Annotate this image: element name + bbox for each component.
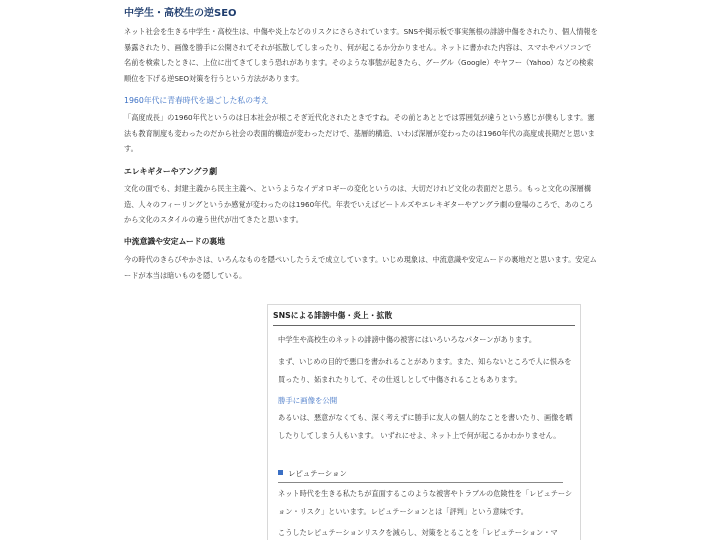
info-box-subheading-reputation — [278, 468, 563, 483]
info-box — [267, 304, 581, 540]
section3-paragraph: 今の時代のきらびやかさは、いろんなものを隠ぺいしたうえで成立しています。いじめ現象は、中流意識や安定ムードの裏地だと思います。安定ムードが本当は暗いものを隠している。 — [124, 255, 597, 280]
intro-paragraph: ネット社会を生きる中学生・高校生は、中傷や炎上などのリスクにさらされています。SNSや掲示板で事実無根の誹謗中傷をされたり、個人情報を暴露されたり、画像を勝手に公開されてそれが拡散してしまったり、何が起こるか分かりません。ネットに書かれた内容は、スマホやパソコンで名前を検索したときに、上位に出てきてしまう恐れがあります。そのような事態が起きたら、グーグル（Google）やヤフー（Yahoo）などの検索順位を下げる逆SEO対策を行うという方法があります。 — [124, 27, 598, 83]
info-box-paragraph-4: ネット時代を生きる私たちが直面するこのような被害やトラブルの危険性を「レピュテーション・リスク」といいます。レピュテーションとは「評判」という意味です。 — [278, 489, 573, 516]
info-box-title: SNSによる誹謗中傷・炎上・拡散 — [273, 310, 575, 326]
info-box-subheading-image: 勝手に画像を公開 — [278, 396, 338, 405]
info-box-paragraph-2: まず、いじめの目的で悪口を書かれることがあります。また、知らないところで人に恨みを買ったり、妬まれたりして、その仕返しとして中傷されることもあります。 — [278, 357, 572, 384]
section2-heading: エレキギターやアングラ劇 — [124, 167, 218, 176]
page-title: 中学生・高校生の逆SEO — [124, 8, 237, 19]
info-box-subheading-reputation-label: レピュテーション — [288, 469, 347, 478]
info-box-paragraph-3: あるいは、悪意がなくても、深く考えずに勝手に友人の個人的なことを書いたり、画像を晒したりしてしまう人もいます。 いずれにせよ、ネット上で何が起こるかわかりません。 — [278, 413, 573, 440]
square-bullet-icon — [278, 470, 283, 475]
section1-heading: 1960年代に青春時代を過ごした私の考え — [124, 96, 269, 105]
section3-heading: 中流意識や安定ムードの裏地 — [124, 237, 225, 246]
section1-paragraph: 「高度成長」の1960年代というのは日本社会が根こそぎ近代化されたときですね。その前とあととでは雰囲気が違うという感じが僕もします。憲法も教育制度も変わったのだから社会の表面的構造が変わっただけで、基層的構造、いわば深層が変わったのは1960年代の高度成長期だと思います。 — [124, 113, 595, 153]
section2-paragraph: 文化の面でも、封建主義から民主主義へ、というようなイデオロギーの変化というのは、大切だけれど文化の表面だと思う。もっと文化の深層構造、人々のフィーリングというか感覚が変わったのは1960年代。年表でいえばビートルズやエレキギターやアングラ劇の登場のころで、あのころから文化のスタイルの違う世代が出てきたと思います。 — [124, 184, 594, 224]
info-box-paragraph-1: 中学生や高校生のネットの誹謗中傷の被害にはいろいろなパターンがあります。 — [278, 335, 537, 344]
info-box-paragraph-5: こうしたレピュテーションリスクを減らし、対策をとることを「レピュテーション・マ — [278, 528, 558, 537]
